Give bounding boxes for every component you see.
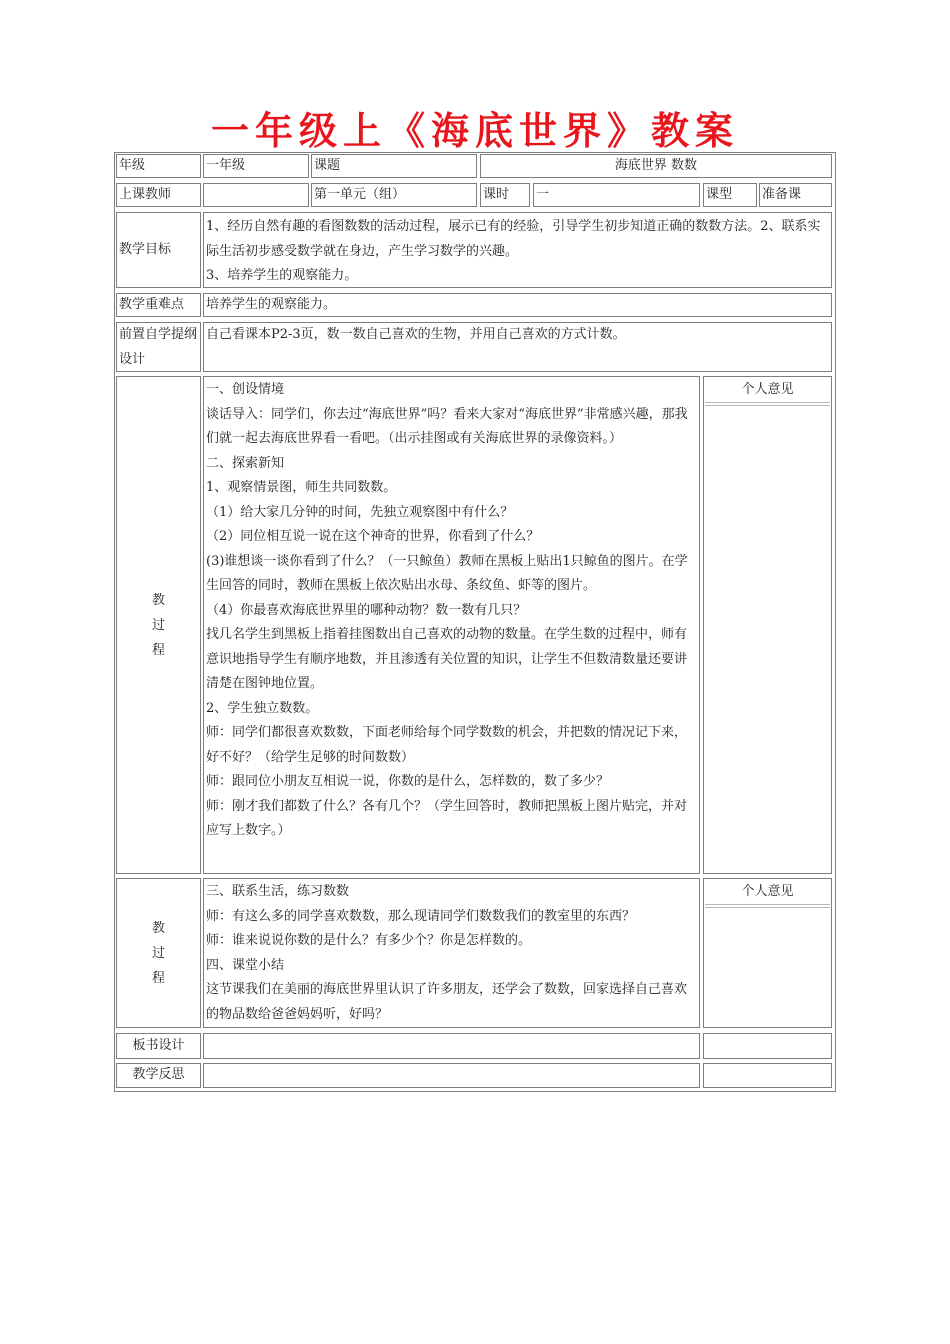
process-content [203,376,700,874]
process-line: 师：跟同位小朋友互相说一说，你数的是什么，怎样数的，数了多少？ [206,774,610,789]
opinion-column [703,878,832,1028]
reflection-value [203,1063,700,1088]
board-label: 板书设计 [116,1033,201,1059]
objectives-label: 教学目标 [116,212,201,288]
process-line: 一、创设情境 [206,382,285,397]
opinion-label: 个人意见 [741,382,794,397]
process-line: 师：有这么多的同学喜欢数数，那么现请同学们数数我们的教室里的东西？ [206,908,636,924]
process-label [116,376,201,874]
process-line: 找几名学生到黑板上指着挂图数出自己喜欢的动物的数量。在学生数的过程中，师有意识地指导学生有顺序地数，并且渗透有关位置的知识，让学生不但数清数量还要讲清楚在图钟地位置。 [206,627,688,691]
period-label: 课时 [480,183,530,207]
process-label-char: 程 [151,970,165,986]
board-opinion [703,1033,832,1059]
process-label-char: 过 [151,945,165,961]
type-label: 课型 [703,183,757,207]
key-points-value: 培养学生的观察能力。 [203,293,832,317]
type-value: 准备课 [759,183,832,207]
process-label-char: 教 [151,920,165,936]
teacher-label: 上课教师 [116,183,201,207]
teacher-value [203,183,309,207]
objectives-content [203,212,832,288]
opinion-divider [705,402,830,403]
opinion-column [703,376,832,874]
objective-line: 3、培养学生的观察能力。 [206,268,358,283]
reflection-opinion [703,1063,832,1088]
topic-label: 课题 [311,154,477,178]
opinion-divider [705,405,830,406]
process-line: 师：刚才我们都数了什么？各有几个？（学生回答时，教师把黑板上图片贴完，并对应写上数字。） [206,798,688,838]
preview-value: 自己看课本P2-3页，数一数自己喜欢的生物，并用自己喜欢的方式计数。 [203,322,832,372]
grade-value: 一年级 [203,154,309,178]
preview-label: 前置自学提纲设计 [116,322,201,372]
process-label-char: 程 [151,642,165,658]
process-line: 谈话导入：同学们，你去过“海底世界”吗？看来大家对“海底世界”非常感兴趣，那我们就一起去海底世界看一看吧。（出示挂图或有关海底世界的录像资料。） [206,406,688,446]
process-line: 四、课堂小结 [206,957,285,973]
page-title: 一年级上《海底世界》教案 [210,109,739,153]
process-label-char: 过 [151,617,165,633]
process-line: 三、联系生活，练习数数 [206,884,350,899]
board-value [203,1033,700,1059]
process-label [116,878,201,1028]
process-label-char: 教 [151,592,165,608]
process-line: 师：同学们都很喜欢数数，下面老师给每个同学数数的机会，并把数的情况记下来，好不好？（给学生足够的时间数数） [206,725,688,765]
period-value: 一 [533,183,700,207]
process-line: （4）你最喜欢海底世界里的哪种动物？数一数有几只？ [206,602,527,618]
process-line: 2、学生独立数数。 [206,700,319,716]
process-line: （1）给大家几分钟的时间，先独立观察图中有什么？ [206,504,514,520]
process-line: 这节课我们在美丽的海底世界里认识了许多朋友，还学会了数数，回家选择自己喜欢的物品数给爸爸妈妈听，好吗？ [206,982,688,1022]
process-line: (3)谁想谈一谈你看到了什么？（一只鲸鱼）教师在黑板上贴出1只鲸鱼的图片。在学生回答的同时，教师在黑板上依次贴出水母、条纹鱼、虾等的图片。 [206,553,688,593]
opinion-label: 个人意见 [741,884,794,899]
process-line: （2）同位相互说一说在这个神奇的世界，你看到了什么？ [206,529,540,544]
process-line: 1、观察情景图，师生共同数数。 [206,480,397,495]
opinion-divider [705,907,830,908]
process-content [203,878,700,1028]
opinion-divider [705,904,830,905]
objective-line: 1、经历自然有趣的看图数数的活动过程，展示已有的经验，引导学生初步知道正确的数数方法。2、联系实际生活初步感受数学就在身边，产生学习数学的兴趣。 [206,219,821,259]
reflection-label: 教学反思 [116,1063,201,1088]
topic-value: 海底世界 数数 [480,154,832,178]
process-line: 二、探索新知 [206,455,285,471]
key-points-label: 教学重难点 [116,293,201,317]
grade-label: 年级 [116,154,201,178]
process-line: 师：谁来说说你数的是什么？有多少个？你是怎样数的。 [206,933,532,948]
unit-value: 第一单元（组） [311,183,477,207]
